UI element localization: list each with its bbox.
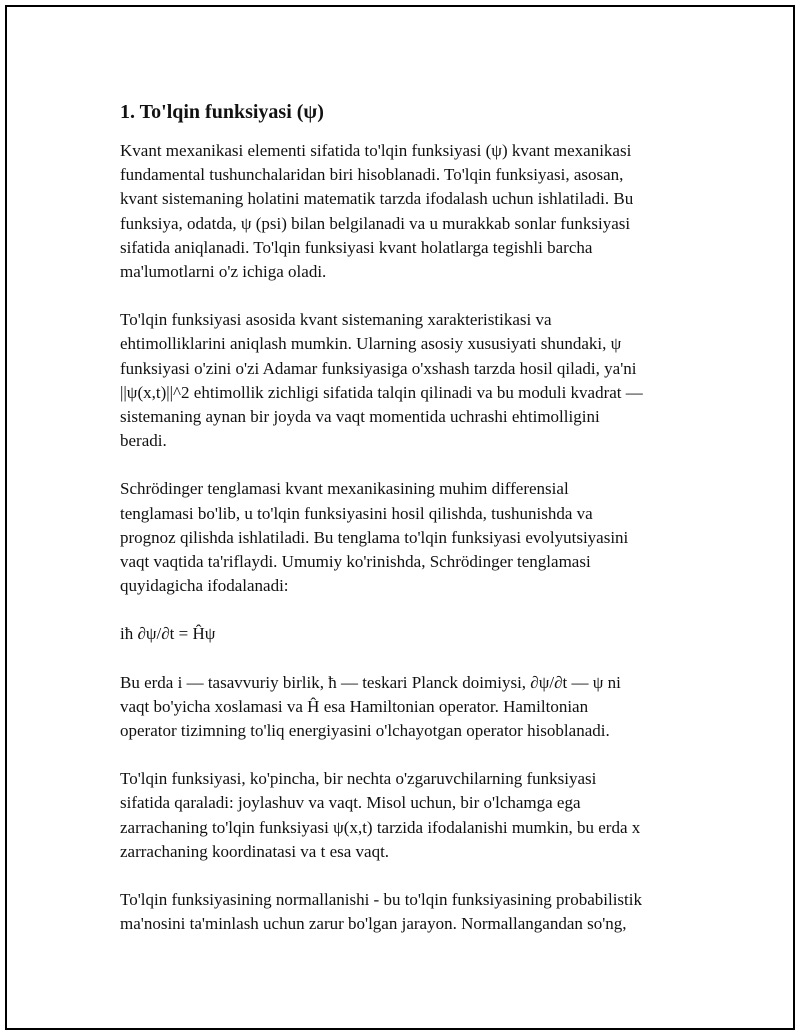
text-line: ||ψ(x,t)||^2 ehtimollik zichligi sifatida talqin qilinadi va bu moduli kvadrat —	[120, 382, 643, 402]
text-line: prognoz qilishda ishlatiladi. Bu tenglama to'lqin funksiyasi evolyutsiyasini	[120, 527, 629, 547]
paragraph	[120, 308, 710, 453]
text-line: ehtimolliklarini aniqlash mumkin. Ularning asosiy xususiyati shundaki, ψ	[120, 334, 622, 354]
text-line: zarrachaning koordinatasi va t esa vaqt.	[120, 841, 390, 861]
paragraph	[120, 767, 710, 864]
section-title: 1. To'lqin funksiyasi (ψ)	[120, 101, 324, 123]
text-line: fundamental tushunchalaridan biri hisoblanadi. To'lqin funksiyasi, asosan,	[120, 165, 624, 185]
text-line: zarrachaning to'lqin funksiyasi ψ(x,t) tarzida ifodalanishi mumkin, bu erda x	[120, 817, 641, 837]
text-line: operator tizimning to'liq energiyasini o'lchayotgan operator hisoblanadi.	[120, 721, 610, 741]
text-line: sifatida qaraladi: joylashuv va vaqt. Misol uchun, bir o'lchamga ega	[120, 793, 581, 813]
text-line: funksiyasi o'zini o'zi Adamar funksiyasiga o'xshash tarzda hosil qiladi, ya'ni	[120, 358, 637, 378]
text-line: iħ ∂ψ/∂t = Ĥψ	[120, 624, 216, 644]
text-line: sifatida aniqlanadi. To'lqin funksiyasi kvant holatlarga tegishli barcha	[120, 237, 593, 257]
text-line: To'lqin funksiyasi asosida kvant sistemaning xarakteristikasi va	[120, 310, 552, 330]
text-line: Bu erda i — tasavvuriy birlik, ħ — teskari Planck doimiysi, ∂ψ/∂t — ψ ni	[120, 672, 621, 692]
equation	[120, 622, 710, 646]
text-line: To'lqin funksiyasi, ko'pincha, bir nechta o'zgaruvchilarning funksiyasi	[120, 769, 597, 789]
paragraph-list	[120, 139, 710, 936]
paragraph	[120, 671, 710, 744]
paragraph	[120, 139, 710, 284]
document-body	[120, 99, 710, 960]
paragraph	[120, 477, 710, 598]
text-line: tenglamasi bo'lib, u to'lqin funksiyasini hosil qilishda, tushunishda va	[120, 503, 593, 523]
text-line: beradi.	[120, 431, 167, 451]
paragraph	[120, 888, 710, 936]
text-line: Kvant mexanikasi elementi sifatida to'lqin funksiyasi (ψ) kvant mexanikasi	[120, 141, 632, 160]
text-line: vaqt vaqtida ta'riflaydi. Umumiy ko'rinishda, Schrödinger tenglamasi	[120, 552, 591, 572]
text-line: ma'lumotlarni o'z ichiga oladi.	[120, 262, 327, 282]
page-frame	[5, 5, 795, 1030]
text-line: funksiya, odatda, ψ (psi) bilan belgilanadi va u murakkab sonlar funksiyasi	[120, 213, 631, 233]
text-line: sistemaning aynan bir joyda va vaqt momentida uchrashi ehtimolligini	[120, 407, 600, 427]
text-line: ma'nosini ta'minlash uchun zarur bo'lgan jarayon. Normallangandan so'ng,	[120, 914, 627, 934]
text-line: Schrödinger tenglamasi kvant mexanikasining muhim differensial	[120, 479, 569, 499]
text-line: vaqt bo'yicha xoslamasi va Ĥ esa Hamiltonian operator. Hamiltonian	[120, 696, 589, 716]
text-line: kvant sistemaning holatini matematik tarzda ifodalash uchun ishlatiladi. Bu	[120, 189, 634, 209]
text-line: quyidagicha ifodalanadi:	[120, 576, 289, 596]
text-line: To'lqin funksiyasining normallanishi - bu to'lqin funksiyasining probabilistik	[120, 890, 642, 910]
